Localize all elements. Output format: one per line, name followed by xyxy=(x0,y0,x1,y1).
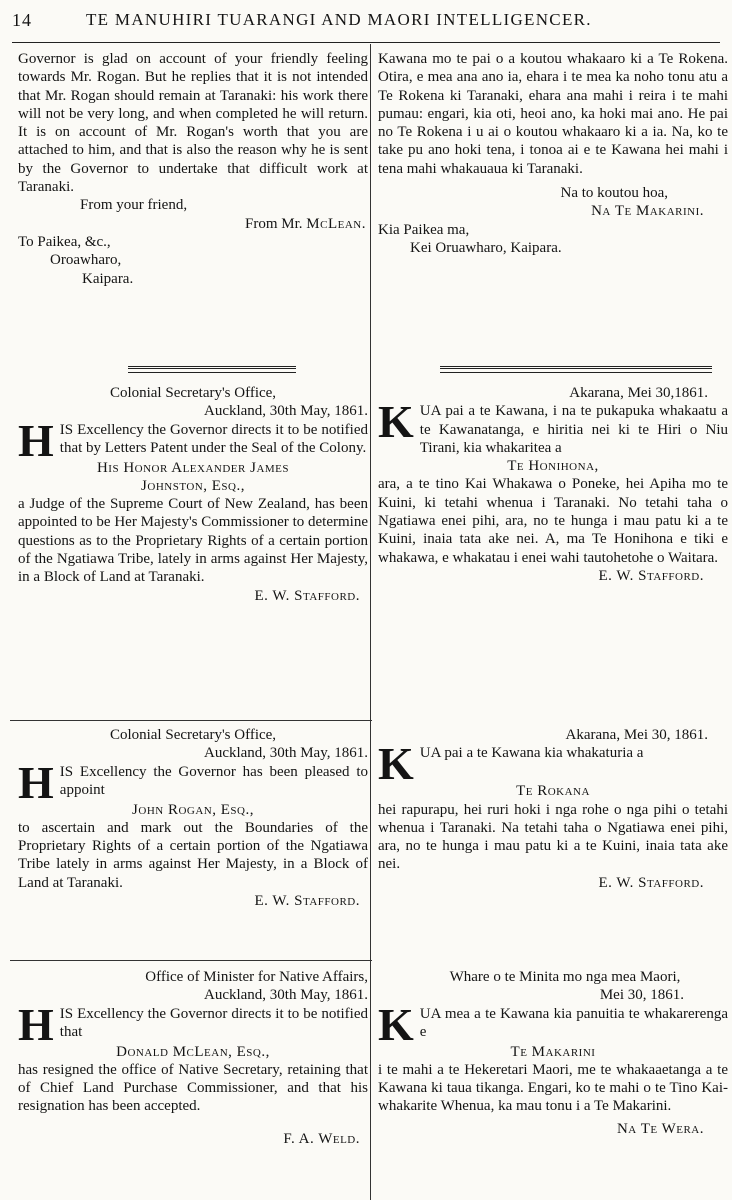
notice-intro: KUA mea a te Kawana kia panuitia te whakarerenga e xyxy=(378,998,728,1050)
left-letter xyxy=(18,50,368,288)
section-rule xyxy=(440,366,712,373)
notice-body: has resigned the office of Native Secretary, retaining that of Chief Land Purchase Commissioner, and that his resignation has been accepted. xyxy=(18,1061,368,1115)
notice-signature: Na Te Wera. xyxy=(616,1120,704,1137)
honor-line-2: Johnston, Esq., xyxy=(141,477,245,494)
notice-body: ara, a te tino Kai Whakawa o Poneke, hei Apiha mo te Kuini, ki tetahi whenua i Taranaki. No tetahi taha o Ngatiawa enei pihi, ara, no te hunga i mau patu ki a te Kuini, inaia tata ake nei. A, ma Te Honihona e tiki e whakawa, e whakatau i enei wahi tautohetohe o Waitara. xyxy=(378,476,728,566)
notice-intro: KUA pai a te Kawana kia whakaturia a xyxy=(378,738,644,790)
drop-cap: K xyxy=(378,738,414,790)
page-number: 14 xyxy=(12,10,32,30)
left-notice-1 xyxy=(18,384,368,605)
notice-intro: HIS Excellency the Governor has been pleased to appoint xyxy=(18,756,368,808)
place-date: Auckland, 30th May, 1861. xyxy=(203,745,368,762)
column-divider xyxy=(370,44,371,1200)
notice-body: i te mahi a te Hekeretari Maori, me te whakaaetanga a te Kawana ki taua tikanga. Engari, ko te mahi o te Tino Kai-whakarite Whenua, ka mau tonu i a Te Makarini. xyxy=(378,1061,728,1115)
office-line: Office of Minister for Native Affairs, xyxy=(145,969,368,985)
drop-cap: K xyxy=(378,998,414,1050)
left-letter-signature: From Mr. McLean. xyxy=(245,215,366,232)
notice-body: hei rapurapu, hei ruri hoki i nga rohe o nga pihi o tetahi whenua i Taranaki. Na tetahi taha o Ngatiawa enei pihi, ara, no te hunga i mau patu ki a te Kuini, inaia tata ake nei. xyxy=(378,801,728,873)
left-letter-address2: Kaipara. xyxy=(82,270,134,287)
drop-cap: H xyxy=(18,998,54,1050)
right-notice-2 xyxy=(378,726,728,892)
rokana-name: Te Rokana xyxy=(516,783,590,800)
honihona-name: Te Honihona, xyxy=(507,458,599,475)
right-letter-closing: Na to koutou hoa, xyxy=(560,185,668,202)
right-notice-3 xyxy=(378,968,728,1138)
notice-intro: KUA pai a te Kawana, i na te pukapuka whakaatu a te Kawanatanga, e hiritia nei ki te Hiri o Niu Tirani, kia whakaritea a xyxy=(378,396,728,456)
honor-line-1: His Honor Alexander James xyxy=(96,459,290,476)
notice-signature: F. A. Weld. xyxy=(283,1130,360,1147)
section-rule xyxy=(128,366,296,373)
left-notice-2 xyxy=(18,726,368,910)
appointee: John Rogan, Esq., xyxy=(132,801,254,818)
notice-intro: HIS Excellency the Governor directs it to be notified that by Letters Patent under the Seal of the Colony. xyxy=(18,414,368,466)
drop-cap: K xyxy=(378,396,414,448)
notice-body: to ascertain and mark out the Boundaries of the Proprietary Rights of a certain portion of the Ngatiawa Tribe lately in arms against Her Majesty, in a Block of Land at Taranaki. xyxy=(18,819,368,891)
place-date: Akarana, Mei 30, 1861. xyxy=(565,727,708,743)
notice-body: a Judge of the Supreme Court of New Zealand, has been appointed to be Her Majesty's Commissioner to determine questions as to the Proprietary Rights of a certain portion of the Ngatiawa Tribe, lately in arms against Her Majesty, in a Block of Land at Taranaki. xyxy=(18,496,368,586)
right-letter-to: Kia Paikea ma, xyxy=(378,221,470,238)
notice-signature: E. W. Stafford. xyxy=(254,587,360,604)
notice-signature: E. W. Stafford. xyxy=(254,893,360,910)
place-date: Mei 30, 1861. xyxy=(599,987,684,1004)
office-line: Whare o te Minita mo nga mea Maori, xyxy=(449,969,681,985)
left-letter-address1: Oroawharo, xyxy=(50,252,122,269)
office-line: Colonial Secretary's Office, xyxy=(109,727,277,743)
notice-signature: E. W. Stafford. xyxy=(598,567,704,584)
appointee: Donald McLean, Esq., xyxy=(116,1043,270,1060)
page-title: TE MANUHIRI TUARANGI AND MAORI INTELLIGENCER. xyxy=(86,10,592,29)
makarini-name: Te Makarini xyxy=(510,1043,596,1060)
notice-intro: HIS Excellency the Governor directs it to be notified that xyxy=(18,998,368,1050)
section-rule xyxy=(10,960,372,961)
right-letter-signature: Na Te Makarini. xyxy=(591,203,704,220)
drop-cap: H xyxy=(18,756,54,808)
left-letter-closing: From your friend, xyxy=(80,197,188,214)
right-letter xyxy=(378,50,728,257)
left-notice-3 xyxy=(18,968,368,1148)
place-date: Auckland, 30th May, 1861. xyxy=(203,987,368,1004)
notice-signature: E. W. Stafford. xyxy=(598,874,704,891)
left-letter-to: To Paikea, &c., xyxy=(18,233,111,250)
header-rule xyxy=(12,42,720,43)
right-letter-address: Kei Oruawharo, Kaipara. xyxy=(410,239,562,256)
drop-cap: H xyxy=(18,414,54,466)
right-notice-1 xyxy=(378,384,728,585)
place-date: Akarana, Mei 30,1861. xyxy=(569,385,708,401)
page-header xyxy=(0,6,732,36)
right-letter-body: Kawana mo te pai o a koutou whakaaro ki a Te Rokena. Otira, e mea ana ano ia, ehara i te mea ka noho tonu atu a Te Rokena ki Taranaki, ehara ana mahi i reira i te mahi pumau: engari, kia oti, heoi ano, ka hoki mai ano. He pai no Te Rokena i u ai o koutou whakaaro ki a ia. Na, ko te take pu ano hoki tena, i tonoa ai e te Kawana hei mahi i tena mahi whakauaua ki Taranaki. xyxy=(378,51,728,177)
office-line: Colonial Secretary's Office, xyxy=(109,385,277,401)
left-letter-body: Governor is glad on account of your friendly feeling towards Mr. Rogan. But he replies that it is not intended that Mr. Rogan should remain at Taranaki: his work there will not be very long, and when completed he will return. It is on account of Mr. Rogan's worth that you are attached to him, and that is also the reason why he is sent by the Governor to undertake that difficult work at Taranaki. xyxy=(18,51,368,196)
place-date: Auckland, 30th May, 1861. xyxy=(203,403,368,420)
section-rule xyxy=(10,720,372,721)
